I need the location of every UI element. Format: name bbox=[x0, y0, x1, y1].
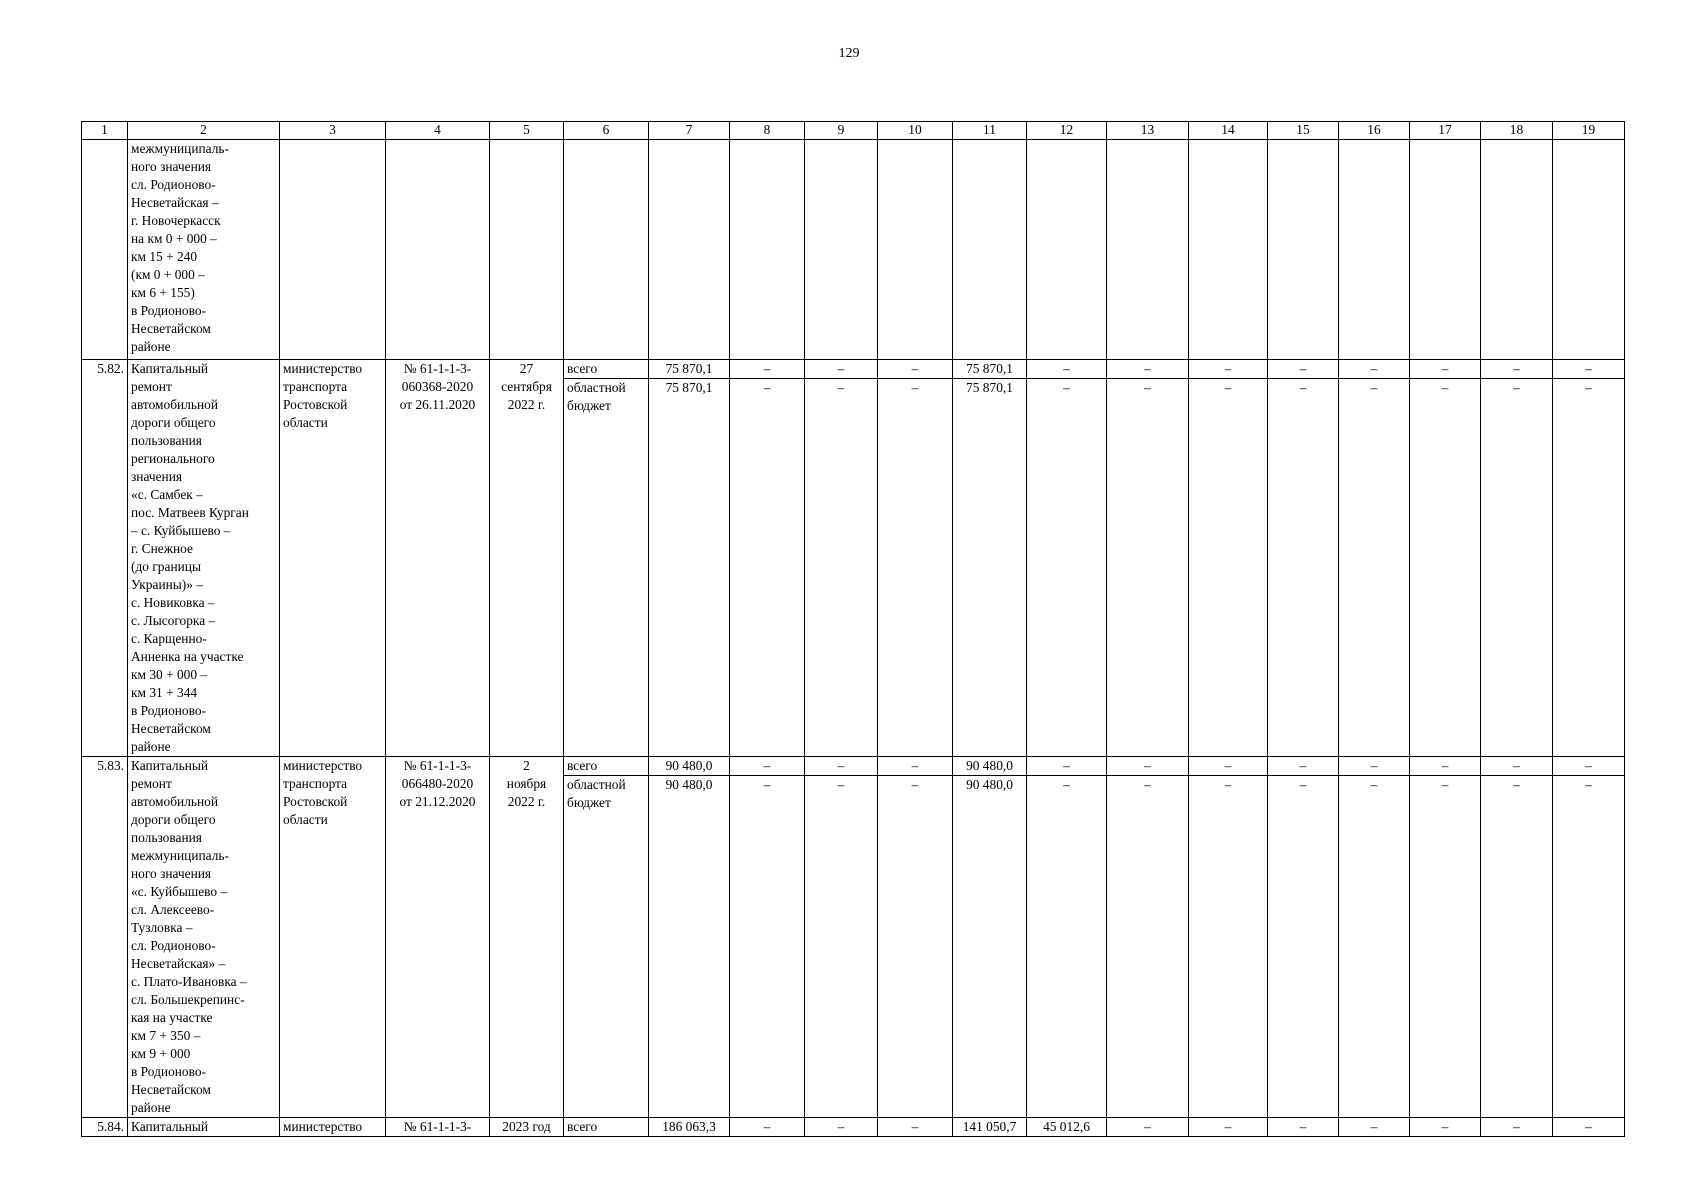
table-row bbox=[82, 757, 1625, 776]
amount-cell: – bbox=[1553, 757, 1625, 776]
amount-cell: – bbox=[1107, 379, 1189, 757]
budget-table bbox=[81, 121, 1625, 1137]
amount-cell: – bbox=[1339, 379, 1410, 757]
amount-cell: – bbox=[1027, 360, 1107, 379]
amount-cell: – bbox=[1481, 379, 1553, 757]
amount-cell: – bbox=[1107, 1118, 1189, 1137]
amount-cell: 45 012,6 bbox=[1027, 1118, 1107, 1137]
row-number-cell: 5.83. bbox=[82, 757, 128, 1118]
amount-cell: 75 870,1 bbox=[953, 360, 1027, 379]
amount-cell: – bbox=[730, 1118, 805, 1137]
amount-cell: – bbox=[1189, 776, 1268, 1118]
row-number-cell bbox=[82, 140, 128, 360]
header-cell: 2 bbox=[128, 122, 280, 140]
amount-cell: – bbox=[878, 776, 953, 1118]
amount-cell: – bbox=[1481, 757, 1553, 776]
amount-cell: – bbox=[1268, 757, 1339, 776]
amount-cell: – bbox=[1339, 1118, 1410, 1137]
funding-source-cell: областной бюджет bbox=[564, 379, 649, 757]
amount-cell: – bbox=[805, 360, 878, 379]
header-cell: 13 bbox=[1107, 122, 1189, 140]
amount-cell: – bbox=[1481, 360, 1553, 379]
header-cell: 15 bbox=[1268, 122, 1339, 140]
amount-cell: – bbox=[878, 379, 953, 757]
amount-cell: – bbox=[730, 757, 805, 776]
amount-cell: – bbox=[1553, 360, 1625, 379]
header-cell: 5 bbox=[490, 122, 564, 140]
object-name-cell: межмуниципаль- ного значения сл. Родионово- Несветайская – г. Новочеркасск на км 0 + 000 – км 15 + 240 (км 0 + 000 – км 6 + 155) в Родионово- Несветайском районе bbox=[128, 140, 280, 360]
amount-cell: 90 480,0 bbox=[649, 757, 730, 776]
amount-cell: – bbox=[1410, 360, 1481, 379]
amount-cell: 186 063,3 bbox=[649, 1118, 730, 1137]
header-cell: 6 bbox=[564, 122, 649, 140]
amount-cell: 75 870,1 bbox=[649, 360, 730, 379]
object-name-cell: Капитальный ремонт автомобильной дороги общего пользования регионального значения «с. Самбек – пос. Матвеев Курган – с. Куйбышево – г. Снежное (до границы Украины)» – с. Новиковка – с. Лысогорка – с. Карщенно- Анненка на участке км 30 + 000 – км 31 + 344 в Родионово- Несветайском районе bbox=[128, 360, 280, 757]
amount-cell: – bbox=[1189, 360, 1268, 379]
amount-cell: – bbox=[878, 360, 953, 379]
amount-cell: – bbox=[1027, 757, 1107, 776]
header-cell: 11 bbox=[953, 122, 1027, 140]
header-cell: 12 bbox=[1027, 122, 1107, 140]
amount-cell: – bbox=[1410, 379, 1481, 757]
amount-cell: – bbox=[1027, 776, 1107, 1118]
date-cell: 2 ноября 2022 г. bbox=[490, 757, 564, 1118]
amount-cell: – bbox=[805, 757, 878, 776]
header-cell: 7 bbox=[649, 122, 730, 140]
amount-cell: – bbox=[1268, 360, 1339, 379]
amount-cell: – bbox=[1339, 360, 1410, 379]
amount-cell: – bbox=[1410, 776, 1481, 1118]
header-cell: 18 bbox=[1481, 122, 1553, 140]
amount-cell: 90 480,0 bbox=[649, 776, 730, 1118]
amount-cell: 141 050,7 bbox=[953, 1118, 1027, 1137]
header-cell: 3 bbox=[280, 122, 386, 140]
header-cell: 1 bbox=[82, 122, 128, 140]
date-cell: 2023 год bbox=[490, 1118, 564, 1137]
amount-cell: – bbox=[1410, 757, 1481, 776]
amount-cell: – bbox=[1189, 379, 1268, 757]
amount-cell: – bbox=[730, 379, 805, 757]
document-cell: № 61-1-1-3- bbox=[386, 1118, 490, 1137]
header-row bbox=[82, 122, 1625, 140]
table-row-continuation bbox=[82, 140, 1625, 360]
table-row bbox=[82, 360, 1625, 379]
amount-cell: – bbox=[1189, 757, 1268, 776]
amount-cell: – bbox=[805, 1118, 878, 1137]
object-name-cell: Капитальный bbox=[128, 1118, 280, 1137]
header-cell: 16 bbox=[1339, 122, 1410, 140]
header-cell: 17 bbox=[1410, 122, 1481, 140]
amount-cell: – bbox=[1481, 1118, 1553, 1137]
amount-cell: – bbox=[805, 776, 878, 1118]
funding-source-cell: областной бюджет bbox=[564, 776, 649, 1118]
amount-cell: – bbox=[1410, 1118, 1481, 1137]
row-number-cell: 5.82. bbox=[82, 360, 128, 757]
document-cell: № 61-1-1-3- 060368-2020 от 26.11.2020 bbox=[386, 360, 490, 757]
amount-cell: 75 870,1 bbox=[649, 379, 730, 757]
amount-cell: – bbox=[878, 1118, 953, 1137]
date-cell: 27 сентября 2022 г. bbox=[490, 360, 564, 757]
amount-cell: – bbox=[1107, 360, 1189, 379]
funding-source-cell: всего bbox=[564, 360, 649, 379]
customer-cell: министерство bbox=[280, 1118, 386, 1137]
amount-cell: – bbox=[730, 360, 805, 379]
amount-cell: – bbox=[730, 776, 805, 1118]
amount-cell: – bbox=[1553, 1118, 1625, 1137]
amount-cell: – bbox=[1268, 776, 1339, 1118]
funding-source-cell: всего bbox=[564, 1118, 649, 1137]
amount-cell: 75 870,1 bbox=[953, 379, 1027, 757]
amount-cell: – bbox=[1481, 776, 1553, 1118]
amount-cell: – bbox=[1027, 379, 1107, 757]
header-cell: 14 bbox=[1189, 122, 1268, 140]
header-cell: 10 bbox=[878, 122, 953, 140]
amount-cell: – bbox=[1189, 1118, 1268, 1137]
amount-cell: – bbox=[1553, 776, 1625, 1118]
header-cell: 9 bbox=[805, 122, 878, 140]
customer-cell: министерство транспорта Ростовской области bbox=[280, 757, 386, 1118]
table-row bbox=[82, 1118, 1625, 1137]
object-name-cell: Капитальный ремонт автомобильной дороги общего пользования межмуниципаль- ного значения «с. Куйбышево – сл. Алексеево- Тузловка – сл. Родионово- Несветайская» – с. Плато-Ивановка – сл. Большекрепинс- кая на участке км 7 + 350 – км 9 + 000 в Родионово- Несветайском районе bbox=[128, 757, 280, 1118]
header-cell: 4 bbox=[386, 122, 490, 140]
amount-cell: – bbox=[1268, 379, 1339, 757]
customer-cell: министерство транспорта Ростовской области bbox=[280, 360, 386, 757]
amount-cell: – bbox=[1107, 757, 1189, 776]
funding-source-cell: всего bbox=[564, 757, 649, 776]
header-cell: 19 bbox=[1553, 122, 1625, 140]
amount-cell: – bbox=[1339, 757, 1410, 776]
amount-cell: – bbox=[805, 379, 878, 757]
amount-cell: – bbox=[1553, 379, 1625, 757]
amount-cell: – bbox=[878, 757, 953, 776]
amount-cell: 90 480,0 bbox=[953, 757, 1027, 776]
amount-cell: – bbox=[1107, 776, 1189, 1118]
header-cell: 8 bbox=[730, 122, 805, 140]
document-cell: № 61-1-1-3- 066480-2020 от 21.12.2020 bbox=[386, 757, 490, 1118]
amount-cell: 90 480,0 bbox=[953, 776, 1027, 1118]
amount-cell: – bbox=[1268, 1118, 1339, 1137]
page-number: 129 bbox=[838, 46, 860, 61]
row-number-cell: 5.84. bbox=[82, 1118, 128, 1137]
amount-cell: – bbox=[1339, 776, 1410, 1118]
